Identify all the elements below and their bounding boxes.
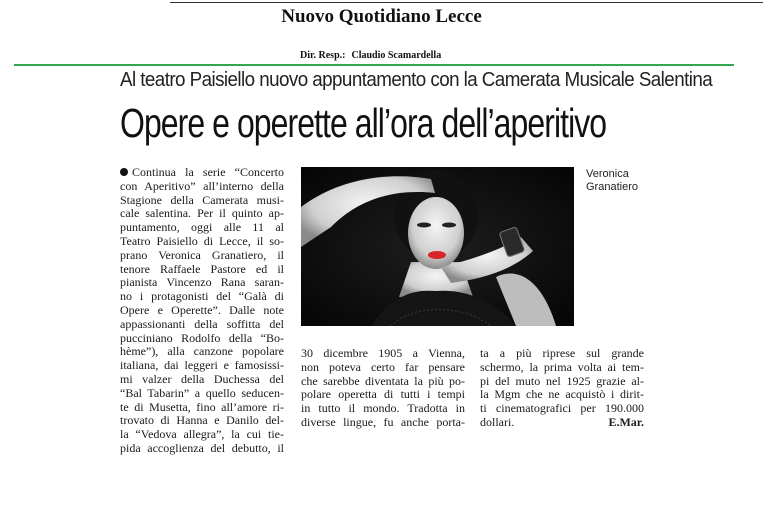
column-line: pida accoglienza del debutto, il <box>120 440 284 455</box>
column-line: pucciniano Rodolfo della “Bo- <box>120 330 284 345</box>
column-line: “Bal Tabarin” a quello seducen- <box>120 385 284 400</box>
column-line: dollari. E.Mar. <box>480 414 644 429</box>
column-line: italiana, dai leggeri e famosissi- <box>120 358 284 373</box>
column-line: schermo, la prima volta ai tem- <box>480 359 644 374</box>
green-divider <box>14 64 734 66</box>
article-signature: E.Mar. <box>608 414 644 429</box>
caption-line: Granatiero <box>586 181 638 193</box>
column-line: ta a più riprese sul grande <box>480 346 644 360</box>
column-line: ti cinematografici per 190.000 <box>480 401 644 416</box>
column-line: trovato di Hanna e Danilo del- <box>120 413 284 428</box>
column-line: con Aperitivo” all’interno della <box>120 178 284 193</box>
column-line: Stagione della Camerata musi- <box>120 192 284 207</box>
article-column-1 <box>120 166 284 456</box>
article-column-2 <box>301 347 465 430</box>
article-headline: Opere e operette all’ora dell’aperitivo <box>120 100 607 146</box>
column-line: Continua la serie “Concerto <box>120 166 284 180</box>
singer-portrait-image <box>301 167 574 326</box>
article-column-3 <box>480 347 644 430</box>
column-line: no i protagonisti del “Galà di <box>120 289 284 304</box>
column-line: diverse lingue, fu anche porta- <box>301 414 465 429</box>
column-line: non poteva certo far pensare <box>301 359 465 374</box>
director-line <box>300 50 441 61</box>
column-line: in tutto il mondo. Tradotta in <box>301 401 465 416</box>
masthead: Nuovo Quotidiano Lecce <box>281 6 482 27</box>
column-line: polare operetta di tutti i tempi <box>301 387 465 402</box>
top-rule <box>170 2 763 3</box>
column-line: la “Vedova allegra”, la cui tie- <box>120 427 284 442</box>
column-line: la Mgm che ne acquistò i dirit- <box>480 387 644 402</box>
director-label: Dir. Resp.: <box>300 50 346 61</box>
column-line: cale salentina. Per il quinto ap- <box>120 206 284 221</box>
singer-photo <box>301 167 574 326</box>
column-line: Opere e Operette”. Dalle note <box>120 302 284 317</box>
director-name: Claudio Scamardella <box>351 50 442 61</box>
column-line: hème”), alla canzone popolare <box>120 344 284 359</box>
column-line: pianista Vincenzo Rana saran- <box>120 275 284 290</box>
column-line: puntamento, oggi alle 11 al <box>120 220 284 235</box>
column-line: te di Musetta, fino all’amore ri- <box>120 399 284 414</box>
bullet-icon <box>120 168 128 176</box>
column-line: che sarebbe diventata la più po- <box>301 373 465 388</box>
photo-caption <box>586 168 638 194</box>
column-line: appassionanti della soffitta del <box>120 316 284 331</box>
column-line: prano Veronica Granatiero, il <box>120 247 284 262</box>
column-line: 30 dicembre 1905 a Vienna, <box>301 346 465 360</box>
column-line: tenore Raffaele Pastore ed il <box>120 261 284 276</box>
column-line: mi valzer della Duchessa del <box>120 371 284 386</box>
column-line: Teatro Paisiello di Lecce, il so- <box>120 233 284 248</box>
article-kicker: Al teatro Paisiello nuovo appuntamento con la Camerata Musicale Salentina <box>120 69 713 91</box>
column-line: pi del muto nel 1925 grazie al- <box>480 373 644 388</box>
caption-line: Veronica <box>586 168 629 180</box>
